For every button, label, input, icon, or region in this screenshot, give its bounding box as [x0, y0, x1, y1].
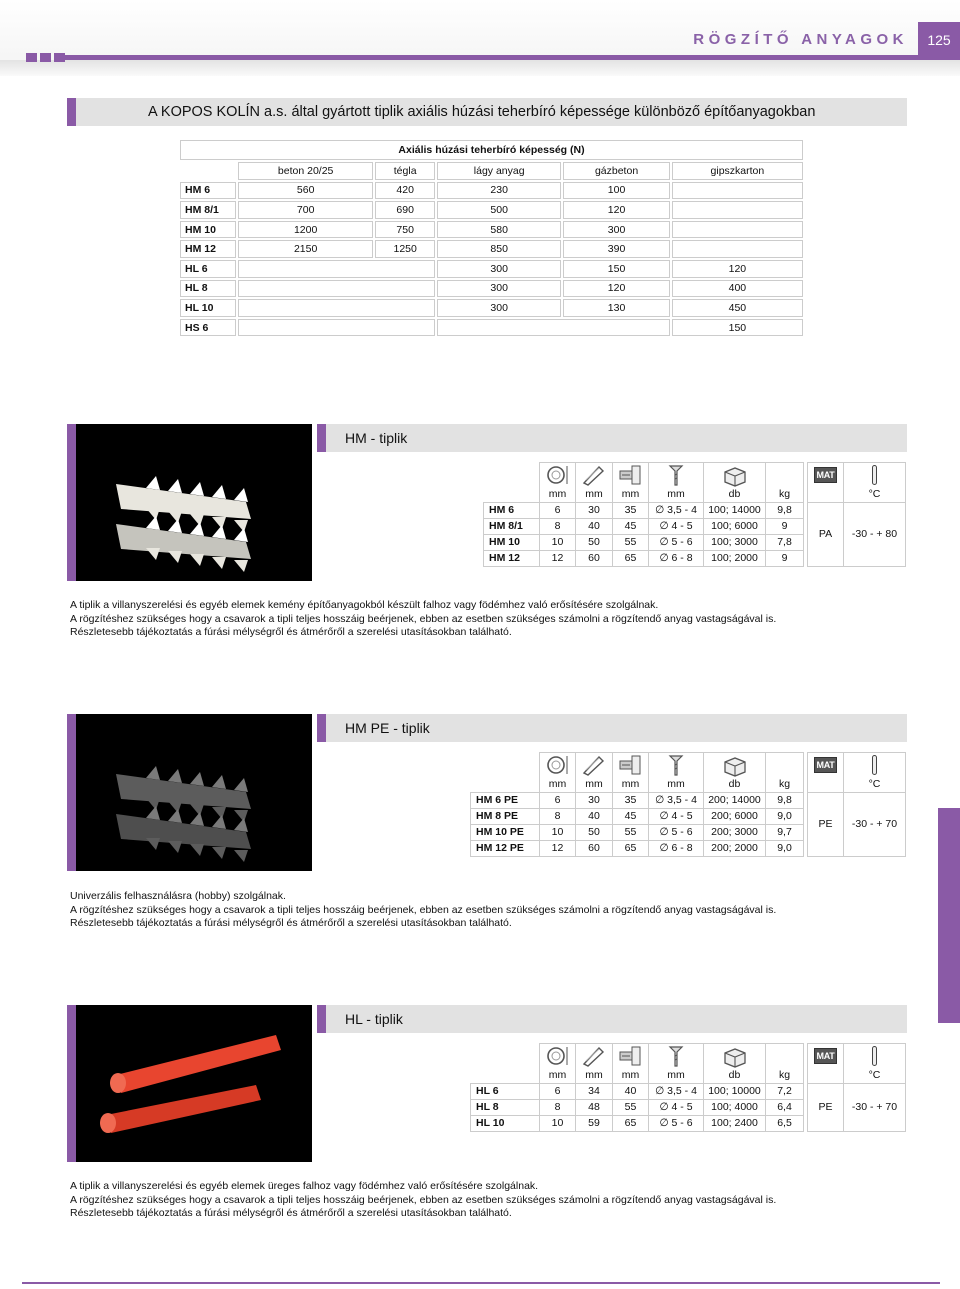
table-spacer [766, 1044, 804, 1069]
temperature-value: -30 - + 70 [844, 1083, 906, 1131]
matrix-cell: 700 [238, 201, 373, 219]
matrix-cell: 300 [437, 280, 561, 298]
product-photo [76, 424, 312, 581]
length-value: 40 [576, 808, 613, 824]
product-name: HL 8 [471, 1099, 540, 1115]
length-value: 30 [576, 792, 613, 808]
table-gap [804, 518, 808, 534]
unit-label: mm [540, 1068, 576, 1083]
diameter-icon [540, 1044, 576, 1069]
depth-value: 40 [613, 1083, 649, 1099]
depth-value: 35 [613, 502, 649, 518]
unit-label: db [704, 1068, 766, 1083]
material-icon: MAT [808, 753, 844, 778]
depth-value: 55 [613, 534, 649, 550]
diameter-symbol-icon: ∅ [655, 504, 665, 516]
box-icon [704, 1044, 766, 1069]
product-name: HL 10 [471, 1115, 540, 1131]
diameter-icon [540, 753, 576, 778]
temperature-value: -30 - + 70 [844, 792, 906, 856]
length-icon [576, 1044, 613, 1069]
unit-label: mm [576, 1068, 613, 1083]
matrix-cell: 420 [375, 182, 435, 200]
length-value: 40 [576, 518, 613, 534]
product-name: HM 6 PE [471, 792, 540, 808]
diameter-value: 6 [540, 502, 576, 518]
diameter-value: 6 [540, 1083, 576, 1099]
matrix-cell: 580 [437, 221, 561, 239]
matrix-row [180, 260, 803, 278]
matrix-cell [437, 319, 670, 337]
header-square [40, 53, 51, 62]
matrix-row [180, 319, 803, 337]
main-title: A KOPOS KOLÍN a.s. által gyártott tiplik axiális húzási teherbíró képessége különböző építőanyagokban [148, 104, 816, 120]
product-name: HM 10 PE [471, 824, 540, 840]
section-title: HM - tiplik [345, 430, 408, 446]
header-line [62, 55, 960, 60]
diameter-symbol-icon: ∅ [659, 842, 669, 854]
unit-label: mm [576, 487, 613, 502]
header-shade [0, 60, 960, 76]
pack-value: 200; 3000 [704, 824, 766, 840]
description-line: Részletesebb tájékoztatás a fúrási mélységről és átmérőről a szerelési utasításokban található. [70, 626, 512, 638]
matrix-cell: 120 [563, 280, 669, 298]
box-icon [704, 753, 766, 778]
table-gap [804, 1099, 808, 1115]
photo-accent [67, 424, 76, 581]
matrix-cell: 120 [672, 260, 803, 278]
screw-value: ∅ 5 - 6 [649, 534, 704, 550]
product-table [470, 1043, 906, 1132]
depth-value: 35 [613, 792, 649, 808]
diameter-symbol-icon: ∅ [659, 826, 669, 838]
diameter-icon [540, 463, 576, 488]
weight-value: 7,8 [766, 534, 804, 550]
header-title: RÖGZÍTŐ ANYAGOK [693, 31, 908, 48]
material-value: PE [808, 1083, 844, 1131]
main-title-bar [67, 98, 907, 126]
matrix-cell: 850 [437, 240, 561, 258]
screw-value: ∅ 3,5 - 4 [649, 1083, 704, 1099]
matrix-cell: 2150 [238, 240, 373, 258]
screw-value: ∅ 4 - 5 [649, 808, 704, 824]
table-corner [471, 1068, 540, 1083]
thermometer-icon [844, 463, 906, 488]
matrix-row-label: HM 12 [180, 240, 236, 258]
diameter-symbol-icon: ∅ [655, 1085, 665, 1097]
description-line: Részletesebb tájékoztatás a fúrási mélységről és átmérőről a szerelési utasításokban található. [70, 1207, 512, 1219]
screw-value: ∅ 6 - 8 [649, 840, 704, 856]
product-name: HM 12 [484, 550, 540, 566]
section-title-bar [317, 1005, 907, 1033]
pack-value: 100; 6000 [704, 518, 766, 534]
material-value: PA [808, 502, 844, 566]
matrix-row-label: HL 8 [180, 280, 236, 298]
matrix-cell: 450 [672, 299, 803, 317]
unit-label [808, 777, 844, 792]
depth-value: 65 [613, 1115, 649, 1131]
pack-value: 100; 14000 [704, 502, 766, 518]
weight-value: 9,0 [766, 808, 804, 824]
diameter-symbol-icon: ∅ [659, 810, 669, 822]
header-square [26, 53, 37, 62]
table-gap [804, 840, 808, 856]
matrix-row [180, 201, 803, 219]
table-gap [804, 824, 808, 840]
matrix-cell [238, 319, 435, 337]
unit-label: mm [613, 487, 649, 502]
section-description [70, 1180, 910, 1221]
matrix-cell: 130 [563, 299, 669, 317]
diameter-value: 8 [540, 808, 576, 824]
table-gap [804, 808, 808, 824]
weight-value: 9 [766, 550, 804, 566]
matrix-cell: 390 [563, 240, 669, 258]
pack-value: 200; 6000 [704, 808, 766, 824]
screw-value: ∅ 4 - 5 [649, 1099, 704, 1115]
diameter-value: 12 [540, 550, 576, 566]
matrix-column-header: tégla [375, 162, 435, 180]
description-line: Részletesebb tájékoztatás a fúrási mélységről és átmérőről a szerelési utasításokban található. [70, 917, 512, 929]
matrix-cell: 690 [375, 201, 435, 219]
product-name: HL 6 [471, 1083, 540, 1099]
weight-value: 9,0 [766, 840, 804, 856]
product-photo [76, 714, 312, 871]
unit-label: db [704, 487, 766, 502]
table-corner [484, 463, 540, 488]
diameter-symbol-icon: ∅ [659, 520, 669, 532]
weight-value: 6,4 [766, 1099, 804, 1115]
pack-value: 100; 2400 [704, 1115, 766, 1131]
matrix-cell [672, 221, 803, 239]
description-line: Univerzális felhasználásra (hobby) szolgálnak. [70, 890, 286, 902]
length-icon [576, 463, 613, 488]
table-gap [804, 534, 808, 550]
weight-value: 9 [766, 518, 804, 534]
matrix-cell [238, 280, 435, 298]
matrix-cell: 500 [437, 201, 561, 219]
section-description [70, 599, 910, 640]
matrix-cell [238, 260, 435, 278]
unit-label: °C [844, 487, 906, 502]
thermometer-icon [844, 1044, 906, 1069]
length-value: 50 [576, 534, 613, 550]
matrix-cell [672, 201, 803, 219]
length-icon [576, 753, 613, 778]
section-description [70, 890, 910, 931]
matrix-cell: 300 [563, 221, 669, 239]
table-corner [471, 753, 540, 778]
length-value: 50 [576, 824, 613, 840]
depth-value: 65 [613, 550, 649, 566]
footer-line [22, 1282, 940, 1284]
length-value: 60 [576, 550, 613, 566]
side-tab [938, 808, 960, 1023]
diameter-value: 8 [540, 1099, 576, 1115]
unit-label: kg [766, 777, 804, 792]
product-name: HM 6 [484, 502, 540, 518]
product-table [483, 462, 906, 567]
depth-value: 45 [613, 518, 649, 534]
unit-label: mm [540, 487, 576, 502]
matrix-row [180, 299, 803, 317]
screw-value: ∅ 5 - 6 [649, 824, 704, 840]
pack-value: 200; 14000 [704, 792, 766, 808]
unit-label [808, 487, 844, 502]
description-line: A tiplik a villanyszerelési és egyéb elemek kemény építőanyagokból készült falhoz vagy födémhez való erősítésére szolgálnak. [70, 599, 659, 611]
description-line: A tiplik a villanyszerelési és egyéb elemek üreges falhoz vagy födémhez való erősítésére szolgálnak. [70, 1180, 539, 1192]
matrix-row-label: HS 6 [180, 319, 236, 337]
table-gap [804, 1115, 808, 1131]
photo-accent [67, 1005, 76, 1162]
description-line: A rögzítéshez szükséges hogy a csavarok a tipli teljes hosszáig beérjenek, ebben az esetben szükséges számolni a rögzítendő anyag vastagságával is. [70, 612, 777, 625]
screw-icon [649, 1044, 704, 1069]
matrix-cell: 560 [238, 182, 373, 200]
unit-label: mm [649, 777, 704, 792]
temperature-value: -30 - + 80 [844, 502, 906, 566]
pack-value: 200; 2000 [704, 840, 766, 856]
depth-value: 45 [613, 808, 649, 824]
unit-label [808, 1068, 844, 1083]
screw-icon [649, 463, 704, 488]
load-capacity-table [178, 138, 805, 338]
diameter-symbol-icon: ∅ [659, 1101, 669, 1113]
matrix-cell: 150 [563, 260, 669, 278]
product-photo [76, 1005, 312, 1162]
diameter-value: 10 [540, 1115, 576, 1131]
unit-label: db [704, 777, 766, 792]
length-value: 60 [576, 840, 613, 856]
product-table [470, 752, 906, 857]
description-line: A rögzítéshez szükséges hogy a csavarok a tipli teljes hosszáig beérjenek, ebben az esetben szükséges számolni a rögzítendő anyag vastagságával is. [70, 1193, 777, 1206]
unit-label: mm [649, 1068, 704, 1083]
table-spacer [766, 753, 804, 778]
description-line: A rögzítéshez szükséges hogy a csavarok a tipli teljes hosszáig beérjenek, ebben az esetben szükséges számolni a rögzítendő anyag vastagságával is. [70, 903, 777, 916]
unit-label: mm [613, 1068, 649, 1083]
matrix-cell: 100 [563, 182, 669, 200]
matrix-row-label: HM 10 [180, 221, 236, 239]
matrix-caption: Axiális húzási teherbíró képesség (N) [180, 140, 803, 160]
matrix-cell: 1200 [238, 221, 373, 239]
material-value: PE [808, 792, 844, 856]
section-title: HL - tiplik [345, 1011, 403, 1027]
weight-value: 9,8 [766, 792, 804, 808]
diameter-value: 10 [540, 534, 576, 550]
screw-icon [649, 753, 704, 778]
diameter-symbol-icon: ∅ [659, 536, 669, 548]
header-square [54, 53, 65, 62]
matrix-column-header: beton 20/25 [238, 162, 373, 180]
matrix-cell: 150 [672, 319, 803, 337]
length-value: 59 [576, 1115, 613, 1131]
unit-label: °C [844, 1068, 906, 1083]
unit-label: kg [766, 487, 804, 502]
section-title-bar [317, 424, 907, 452]
thermometer-icon [844, 753, 906, 778]
section-title: HM PE - tiplik [345, 720, 430, 736]
unit-label: mm [613, 777, 649, 792]
weight-value: 9,8 [766, 502, 804, 518]
pack-value: 100; 4000 [704, 1099, 766, 1115]
diameter-value: 6 [540, 792, 576, 808]
matrix-row [180, 280, 803, 298]
matrix-column-header: lágy anyag [437, 162, 561, 180]
unit-label: mm [649, 487, 704, 502]
table-corner [484, 487, 540, 502]
unit-label: kg [766, 1068, 804, 1083]
pack-value: 100; 2000 [704, 550, 766, 566]
material-icon: MAT [808, 463, 844, 488]
weight-value: 9,7 [766, 824, 804, 840]
length-value: 48 [576, 1099, 613, 1115]
matrix-cell: 300 [437, 299, 561, 317]
pack-value: 100; 3000 [704, 534, 766, 550]
unit-label: °C [844, 777, 906, 792]
diameter-value: 8 [540, 518, 576, 534]
screw-value: ∅ 3,5 - 4 [649, 792, 704, 808]
matrix-corner [180, 162, 236, 180]
table-corner [471, 777, 540, 792]
product-row [471, 792, 906, 808]
matrix-row [180, 182, 803, 200]
diameter-value: 12 [540, 840, 576, 856]
photo-accent [67, 714, 76, 871]
drill-depth-icon [613, 463, 649, 488]
screw-value: ∅ 3,5 - 4 [649, 502, 704, 518]
matrix-cell: 1250 [375, 240, 435, 258]
length-value: 30 [576, 502, 613, 518]
matrix-column-header: gázbeton [563, 162, 669, 180]
drill-depth-icon [613, 1044, 649, 1069]
weight-value: 7,2 [766, 1083, 804, 1099]
box-icon [704, 463, 766, 488]
product-name: HM 12 PE [471, 840, 540, 856]
matrix-row [180, 221, 803, 239]
pack-value: 100; 10000 [704, 1083, 766, 1099]
table-spacer [766, 463, 804, 488]
material-icon: MAT [808, 1044, 844, 1069]
product-name: HM 8 PE [471, 808, 540, 824]
screw-value: ∅ 5 - 6 [649, 1115, 704, 1131]
table-gap [804, 550, 808, 566]
matrix-cell: 230 [437, 182, 561, 200]
matrix-row-label: HL 6 [180, 260, 236, 278]
diameter-value: 10 [540, 824, 576, 840]
unit-label: mm [576, 777, 613, 792]
diameter-symbol-icon: ∅ [659, 552, 669, 564]
depth-value: 65 [613, 840, 649, 856]
matrix-cell: 400 [672, 280, 803, 298]
matrix-row-label: HM 6 [180, 182, 236, 200]
matrix-cell: 120 [563, 201, 669, 219]
product-row [471, 1083, 906, 1099]
screw-value: ∅ 4 - 5 [649, 518, 704, 534]
matrix-cell: 300 [437, 260, 561, 278]
unit-label: mm [540, 777, 576, 792]
matrix-row [180, 240, 803, 258]
diameter-symbol-icon: ∅ [659, 1117, 669, 1129]
matrix-cell: 750 [375, 221, 435, 239]
matrix-row-label: HL 10 [180, 299, 236, 317]
product-name: HM 10 [484, 534, 540, 550]
weight-value: 6,5 [766, 1115, 804, 1131]
section-title-bar [317, 714, 907, 742]
matrix-row-label: HM 8/1 [180, 201, 236, 219]
matrix-column-header: gipszkarton [672, 162, 803, 180]
product-row [484, 502, 906, 518]
page-number: 125 [918, 22, 960, 58]
length-value: 34 [576, 1083, 613, 1099]
table-corner [471, 1044, 540, 1069]
diameter-symbol-icon: ∅ [655, 794, 665, 806]
matrix-cell [672, 182, 803, 200]
matrix-cell [238, 299, 435, 317]
drill-depth-icon [613, 753, 649, 778]
screw-value: ∅ 6 - 8 [649, 550, 704, 566]
depth-value: 55 [613, 824, 649, 840]
product-name: HM 8/1 [484, 518, 540, 534]
matrix-cell [672, 240, 803, 258]
depth-value: 55 [613, 1099, 649, 1115]
